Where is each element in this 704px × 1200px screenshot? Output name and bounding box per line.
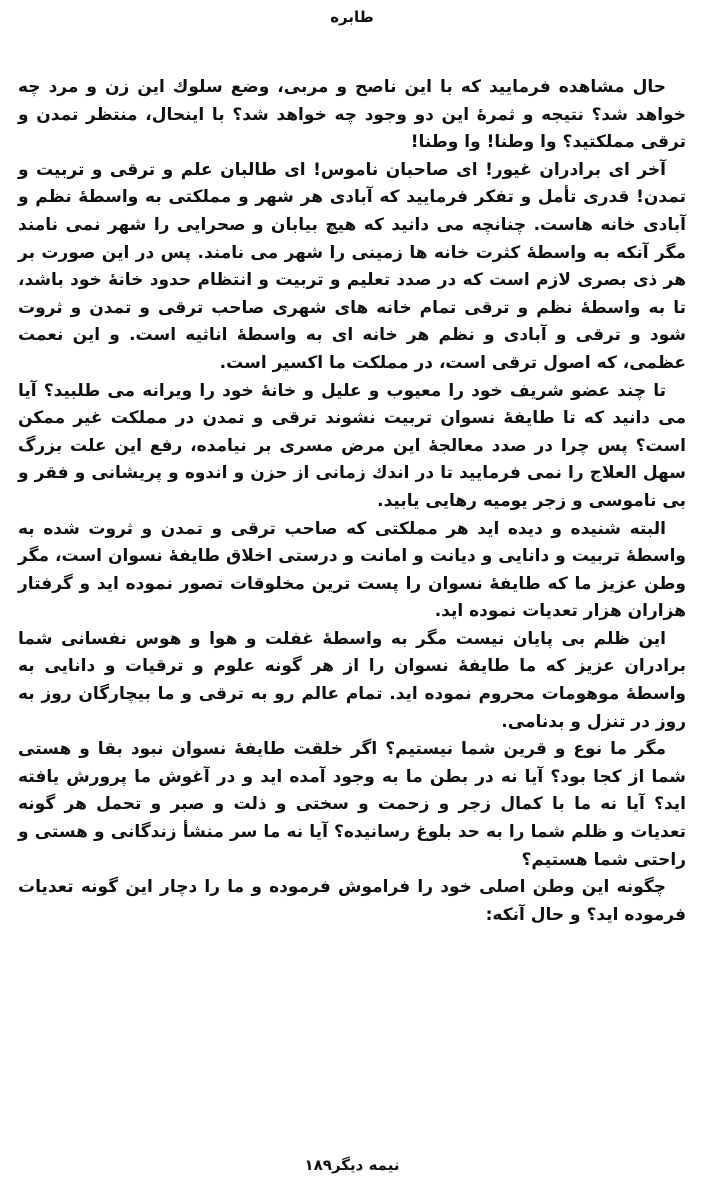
paragraph: مگر ما نوع و قرین شما نیستیم؟ اگر خلقت طایفۀ نسوان نبود بقا و هستی شما از کجا بود؟ آیا نه در بطن ما به وجود آمده اید و در آغوش ما پرورش یافته اید؟ آیا نه ما با کمال زجر و زحمت و سختی و ذلت و صبر و تحمل هر گونه تعدیات و ظلم شما را به حد بلوغ رسانیده؟ آیا نه ما سر منشأ زندگانی و هستی و راحتی شما هستیم؟ <box>18 739 686 870</box>
paragraph: تا چند عضو شریف خود را معیوب و علیل و خانۀ خود را ویرانه می طلبید؟ آیا می دانید که تا طایفۀ نسوان تربیت نشوند ترقی و تمدن در مملکت غیر ممکن است؟ پس چرا در صدد معالجۀ این مرض مسری بر نیامده، رفع این علت بزرگ سهل العلاج را نمی فرمایید تا در اندك زمانی از حزن و اندوه و پریشانی و فقر و بی ناموسی و زجر یومیه رهایی یابید. <box>18 380 686 511</box>
paragraph: چگونه این وطن اصلی خود را فراموش فرموده و ما را دچار این گونه تعدیات فرموده اید؟ و حال آنکه: <box>18 877 686 925</box>
paragraph: البته شنیده و دیده اید هر مملکتی که صاحب ترقی و تمدن و ثروت شده به واسطۀ تربیت و دانایی و دیانت و امانت و درستی اخلاق طایفۀ نسوان است، مگر وطن عزیز ما که طایفۀ نسوان را پست ترین مخلوقات تصور نموده اید و گرفتار هزاران هزار تعدیات نموده اید. <box>18 518 686 622</box>
page-header: طابره <box>330 8 374 26</box>
paragraph: این ظلم بی پایان نیست مگر به واسطۀ غفلت و هوا و هوس نفسانی شما برادران عزیز که ما طایفۀ نسوان را از هر گونه علوم و ترقیات و دانایی به واسطۀ موهومات محروم نموده اید. تمام عالم رو به ترقی و ما بیچارگان روز به روز در تنزل و بدنامی. <box>18 628 686 732</box>
article-body <box>18 74 686 929</box>
paragraph: آخر ای برادران غیور! ای صاحبان ناموس! ای طالبان علم و ترقی و تربیت و تمدن! قدری تأمل و تفکر فرمایید که آبادی هر شهر و مملکتی به واسطۀ نظم و آبادی خانه هاست. چنانچه می دانید که هیچ بیابان و صحرایی را شهر نمی نامند مگر آنکه به واسطۀ کثرت خانه ها زمینی را شهر می نامند. پس در این صورت بر هر ذی بصری لازم است که در صدد تعلیم و تربیت و انتظام حدود خانۀ خود باشد، تا به واسطۀ نظم و ترقی تمام خانه های شهری صاحب ترقی و تمدن و ثروت شود و ترقی و آبادی و نظم هر خانه ای به واسطۀ اناثیه است. و این نعمت عظمی، که اصول ترقی است، در مملکت ما اکسیر است. <box>18 159 686 373</box>
page-footer: نیمه دیگر۱۸۹ <box>304 1156 400 1174</box>
paragraph: حال مشاهده فرمایید که با این ناصح و مربی، وضع سلوك این زن و مرد چه خواهد شد؟ نتیجه و ثمرۀ این دو وجود چه خواهد شد؟ با اینحال، منتظر تمدن و ترقی مملکتید؟ وا وطنا! وا وطنا! <box>18 77 686 153</box>
